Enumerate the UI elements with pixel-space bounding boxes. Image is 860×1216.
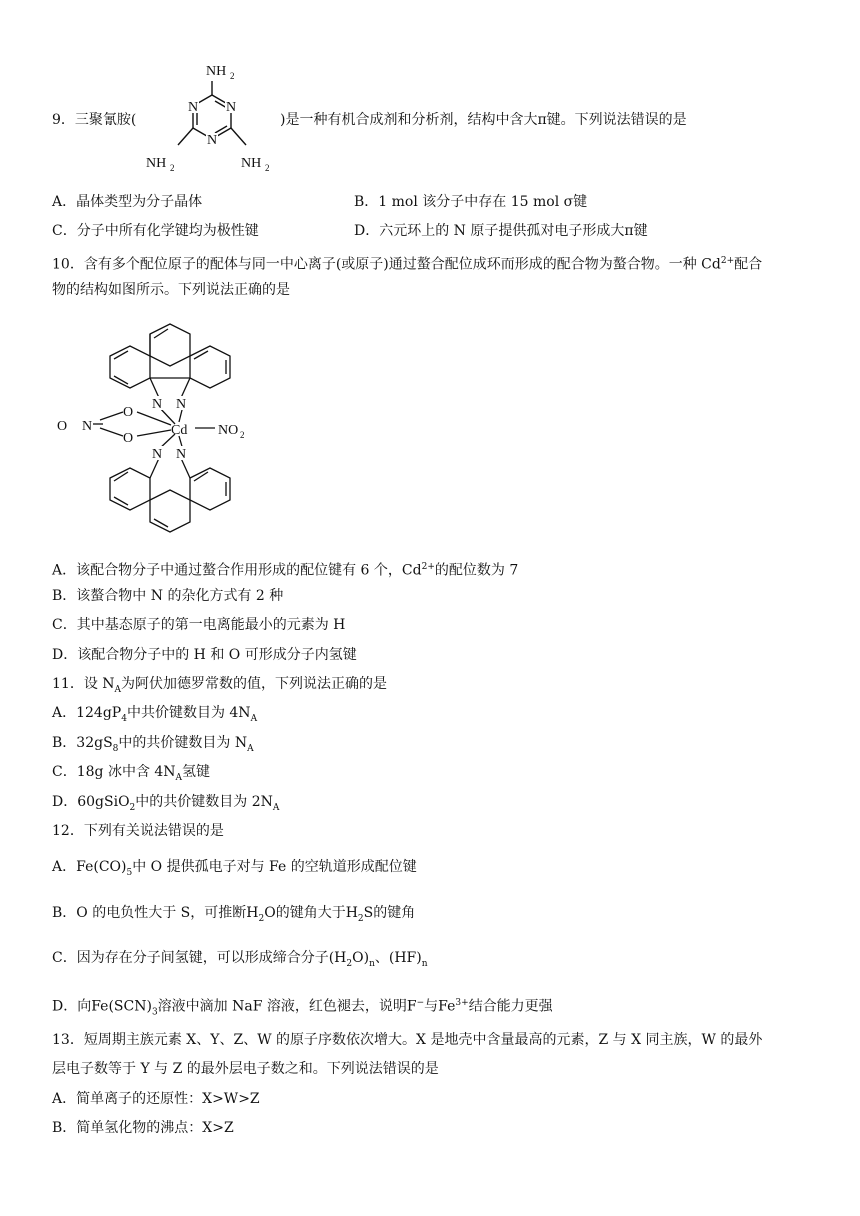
struct-n-nitrite: N [82,419,93,434]
q10-stem-text-b: 配合 [734,256,763,273]
q11-c-t0: C．18g 冰中含 4N [52,764,176,780]
q13-option-b: B．简单氢化物的沸点：X>Z [52,1120,234,1136]
q11-a-t2: 中共价键数目为 4N [126,705,251,721]
struct-n-top-left: N [152,397,163,412]
q12-c-f2: O) [352,950,370,966]
q12-c-sub2: n [369,958,375,969]
q11-b-t2: 中的共价键数目为 N [118,735,248,751]
q11-a-t0: A．124gP [52,705,122,721]
q10-option-d: D．该配合物分子中的 H 和 O 可形成分子内氢键 [52,647,357,663]
q9-stem-suffix: )是一种有机合成剂和分析剂，结构中含大π键。下列说法错误的是 [280,112,687,128]
struct-cd: Cd [171,423,188,438]
q12-d-fe: Fe [438,998,456,1015]
q12-c-sub1: 2 [346,958,353,969]
q9-option-c: C．分子中所有化学键均为极性键 [52,223,259,239]
q12-c-sub3: n [421,958,428,969]
q10-stem-line1 [52,251,762,275]
struct-n-bottom-left: N [152,447,163,462]
q12-a-t3: 中 O 提供孤电子对与 Fe 的空轨道形成配位键 [132,859,417,875]
q11-stem-a: 11．设 N [52,676,115,692]
q11-b-sub1: 8 [112,743,119,754]
mol-label-left-sub: 2 [170,163,175,173]
q11-option-a [52,703,257,729]
struct-o-top: O [123,405,134,420]
q11-d-t0: D．60gSiO [52,794,130,810]
struct-n-bottom-right: N [176,447,187,462]
q11-option-c [52,762,210,788]
q12-d-t0: D．向 [52,998,92,1015]
q12-d-t3: 溶液中滴加 NaF 溶液，红色褪去，说明 [157,998,407,1015]
q12-a-sub: 5 [126,867,133,878]
struct-n-top-right: N [176,397,187,412]
q10-option-c: C．其中基态原子的第一电离能最小的元素为 H [52,617,346,633]
q11-c-t2: 氢键 [182,764,211,780]
mol-label-right-nh: NH [241,156,262,171]
q10-option-a-sup: 2+ [421,562,435,572]
q12-d-t9: 结合能力更强 [468,998,553,1015]
q12-option-d [52,993,553,1022]
mol-label-ring-n3: N [188,100,199,115]
q12-option-a [52,857,417,883]
q9-option-d: D．六元环上的 N 原子提供孤对电子形成大π键 [354,223,648,239]
q13-stem-line2: 层电子数等于 Y 与 Z 的最外层电子数之和。下列说法错误的是 [52,1061,439,1077]
q12-b-h2: H [345,905,358,921]
q12-b-s: S [363,905,374,921]
q12-b-t0: B．O 的电负性大于 S，可推断 [52,905,247,921]
q10-option-b: B．该螯合物中 N 的杂化方式有 2 种 [52,588,284,604]
struct-no2-sub: 2 [240,430,245,440]
q9-stem-prefix: 9．三聚氰胺( [52,112,137,128]
mol-label-top-nh: NH [206,64,227,79]
q12-c-t0: C．因为存在分子间氢键，可以形成缔合分子 [52,950,329,966]
q12-a-t0: A． [52,859,77,875]
q11-b-t0: B．32gS [52,735,113,751]
q12-option-c [52,948,428,974]
melamine-structure [140,55,280,180]
q12-c-f3: (HF) [388,950,422,966]
q11-d-sub3: A [272,802,280,813]
q11-d-t2: 中的共价键数目为 2N [135,794,273,810]
q12-b-sub1: 2 [258,913,265,924]
q13-option-a: A．简单离子的还原性：X>W>Z [52,1091,260,1107]
q11-c-sub1: A [175,772,183,783]
q12-b-sub2: 2 [357,913,364,924]
q10-option-a [52,557,518,581]
q12-d-sub1: 3 [151,1007,158,1018]
mol-label-ring-n2: N [207,133,218,148]
q10-stem-line2: 物的结构如图所示。下列说法正确的是 [52,282,290,298]
q11-a-sub3: A [250,713,258,724]
q12-d-sup1: − [416,998,425,1008]
q10-stem-sup: 2+ [720,256,735,266]
q12-b-t8: 的键角 [373,905,416,921]
q12-d-f1: Fe(SCN) [91,998,152,1015]
q11-option-b [52,733,254,759]
mol-label-ring-n1: N [226,100,237,115]
q11-stem [52,674,387,700]
q11-option-d [52,792,279,818]
q12-d-sup2: 3+ [455,998,469,1008]
q10-option-a-text-b: 的配位数为 7 [434,562,519,579]
struct-no2: NO [218,423,239,438]
q11-stem-b: 为阿伏加德罗常数的值，下列说法正确的是 [121,676,388,692]
mol-label-right-sub: 2 [265,163,270,173]
q12-stem: 12．下列有关说法错误的是 [52,823,224,839]
q12-d-t6: 与 [424,998,439,1015]
q12-c-f1: (H [328,950,347,966]
q12-b-t4: 的键角大于 [275,905,346,921]
q9-option-b: B．1 mol 该分子中存在 15 mol σ键 [354,194,588,210]
q12-b-o: O [264,905,276,921]
q12-c-sep: 、 [374,950,389,966]
q12-d-f: F [406,998,417,1015]
struct-o-left: O [57,419,68,434]
struct-o-bottom: O [123,431,134,446]
cd-complex-structure [55,312,285,542]
q11-d-sub1: 2 [129,802,136,813]
q9-option-a: A．晶体类型为分子晶体 [52,194,203,210]
q12-b-h1: H [246,905,259,921]
mol-label-top-sub: 2 [230,71,235,81]
q10-option-a-text-a: A．该配合物分子中通过螯合作用形成的配位键有 6 个，Cd [52,562,422,579]
q10-stem-text-a: 10．含有多个配位原子的配体与同一中心离子(或原子)通过螯合配位成环而形成的配合物为螯合物。一种 Cd [52,256,721,273]
mol-label-left-nh: NH [146,156,167,171]
q11-b-sub3: A [247,743,254,754]
q11-a-sub1: 4 [121,713,127,724]
q11-stem-sub: A [114,684,122,695]
q13-stem-line1: 13．短周期主族元素 X、Y、Z、W 的原子序数依次增大。X 是地壳中含量最高的元素，Z 与 X 同主族，W 的最外 [52,1032,763,1048]
q12-a-formula: Fe(CO) [76,859,127,875]
q12-option-b [52,903,415,929]
